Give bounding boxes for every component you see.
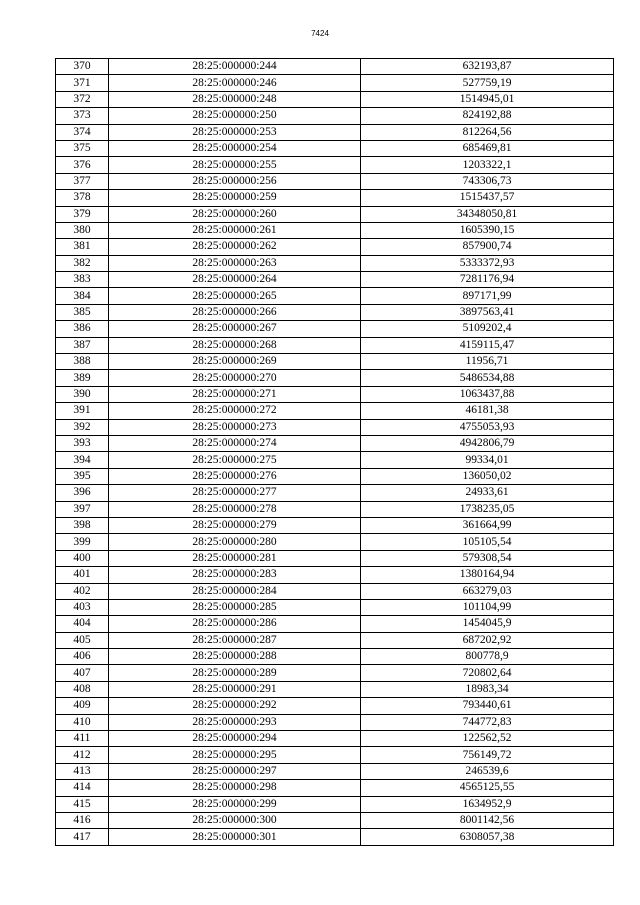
table-row [56, 649, 614, 665]
cadastral-number-cell: 28:25:000000:287 [109, 632, 361, 648]
row-number-cell: 371 [56, 75, 109, 91]
cadastral-number-cell: 28:25:000000:278 [109, 501, 361, 517]
cadastral-number-cell: 28:25:000000:277 [109, 485, 361, 501]
row-number-cell: 410 [56, 714, 109, 730]
row-number-cell: 401 [56, 567, 109, 583]
cadastral-number-cell: 28:25:000000:263 [109, 255, 361, 271]
cadastral-number-cell: 28:25:000000:269 [109, 354, 361, 370]
value-cell: 1515437,57 [361, 190, 614, 206]
table-row [56, 272, 614, 288]
value-cell: 105105,54 [361, 534, 614, 550]
table-row [56, 567, 614, 583]
cadastral-number-cell: 28:25:000000:254 [109, 140, 361, 156]
cadastral-number-cell: 28:25:000000:280 [109, 534, 361, 550]
value-cell: 8001142,56 [361, 812, 614, 828]
row-number-cell: 374 [56, 124, 109, 140]
cadastral-number-cell: 28:25:000000:265 [109, 288, 361, 304]
row-number-cell: 397 [56, 501, 109, 517]
value-cell: 3897563,41 [361, 304, 614, 320]
table-row [56, 632, 614, 648]
cadastral-number-cell: 28:25:000000:289 [109, 665, 361, 681]
row-number-cell: 407 [56, 665, 109, 681]
cadastral-number-cell: 28:25:000000:264 [109, 272, 361, 288]
value-cell: 99334,01 [361, 452, 614, 468]
value-cell: 857900,74 [361, 239, 614, 255]
table-row [56, 731, 614, 747]
cadastral-number-cell: 28:25:000000:281 [109, 550, 361, 566]
value-cell: 824192,88 [361, 108, 614, 124]
table-row [56, 386, 614, 402]
value-cell: 687202,92 [361, 632, 614, 648]
value-cell: 6308057,38 [361, 829, 614, 845]
value-cell: 897171,99 [361, 288, 614, 304]
table-row [56, 157, 614, 173]
cadastral-number-cell: 28:25:000000:288 [109, 649, 361, 665]
cadastral-number-cell: 28:25:000000:279 [109, 517, 361, 533]
table-row [56, 452, 614, 468]
cadastral-number-cell: 28:25:000000:299 [109, 796, 361, 812]
cadastral-number-cell: 28:25:000000:260 [109, 206, 361, 222]
row-number-cell: 380 [56, 222, 109, 238]
row-number-cell: 391 [56, 403, 109, 419]
cadastral-number-cell: 28:25:000000:255 [109, 157, 361, 173]
table-row [56, 747, 614, 763]
row-number-cell: 389 [56, 370, 109, 386]
row-number-cell: 393 [56, 435, 109, 451]
row-number-cell: 381 [56, 239, 109, 255]
value-cell: 744772,83 [361, 714, 614, 730]
value-cell: 663279,03 [361, 583, 614, 599]
value-cell: 7281176,94 [361, 272, 614, 288]
table-row [56, 616, 614, 632]
table-row [56, 698, 614, 714]
table-body [56, 59, 614, 846]
row-number-cell: 408 [56, 681, 109, 697]
table-row [56, 124, 614, 140]
table-row [56, 206, 614, 222]
cadastral-number-cell: 28:25:000000:276 [109, 468, 361, 484]
row-number-cell: 413 [56, 763, 109, 779]
value-cell: 24933,61 [361, 485, 614, 501]
table-row [56, 370, 614, 386]
value-cell: 5109202,4 [361, 321, 614, 337]
value-cell: 4942806,79 [361, 435, 614, 451]
value-cell: 1514945,01 [361, 91, 614, 107]
table-row [56, 190, 614, 206]
row-number-cell: 403 [56, 599, 109, 615]
cadastral-number-cell: 28:25:000000:298 [109, 780, 361, 796]
cadastral-number-cell: 28:25:000000:271 [109, 386, 361, 402]
row-number-cell: 411 [56, 731, 109, 747]
row-number-cell: 405 [56, 632, 109, 648]
table-row [56, 796, 614, 812]
cadastral-number-cell: 28:25:000000:268 [109, 337, 361, 353]
table-row [56, 550, 614, 566]
table-row [56, 468, 614, 484]
value-cell: 720802,64 [361, 665, 614, 681]
row-number-cell: 412 [56, 747, 109, 763]
row-number-cell: 387 [56, 337, 109, 353]
cadastral-number-cell: 28:25:000000:295 [109, 747, 361, 763]
table-row [56, 780, 614, 796]
table-row [56, 173, 614, 189]
row-number-cell: 390 [56, 386, 109, 402]
table-row [56, 288, 614, 304]
value-cell: 800778,9 [361, 649, 614, 665]
row-number-cell: 396 [56, 485, 109, 501]
page-number: 7424 [311, 29, 329, 38]
row-number-cell: 400 [56, 550, 109, 566]
row-number-cell: 414 [56, 780, 109, 796]
row-number-cell: 395 [56, 468, 109, 484]
cadastral-number-cell: 28:25:000000:275 [109, 452, 361, 468]
value-cell: 4755053,93 [361, 419, 614, 435]
row-number-cell: 379 [56, 206, 109, 222]
cadastral-number-cell: 28:25:000000:267 [109, 321, 361, 337]
cadastral-number-cell: 28:25:000000:294 [109, 731, 361, 747]
table-row [56, 255, 614, 271]
cadastral-number-cell: 28:25:000000:300 [109, 812, 361, 828]
table-row [56, 304, 614, 320]
value-cell: 11956,71 [361, 354, 614, 370]
cadastral-number-cell: 28:25:000000:301 [109, 829, 361, 845]
row-number-cell: 373 [56, 108, 109, 124]
row-number-cell: 398 [56, 517, 109, 533]
table-row [56, 91, 614, 107]
value-cell: 793440,61 [361, 698, 614, 714]
value-cell: 5333372,93 [361, 255, 614, 271]
table-row [56, 75, 614, 91]
value-cell: 46181,38 [361, 403, 614, 419]
table-row [56, 419, 614, 435]
value-cell: 579308,54 [361, 550, 614, 566]
row-number-cell: 394 [56, 452, 109, 468]
cadastral-number-cell: 28:25:000000:274 [109, 435, 361, 451]
cadastral-number-cell: 28:25:000000:283 [109, 567, 361, 583]
value-cell: 743306,73 [361, 173, 614, 189]
row-number-cell: 399 [56, 534, 109, 550]
cadastral-number-cell: 28:25:000000:262 [109, 239, 361, 255]
value-cell: 1203322,1 [361, 157, 614, 173]
row-number-cell: 375 [56, 140, 109, 156]
row-number-cell: 372 [56, 91, 109, 107]
value-cell: 5486534,88 [361, 370, 614, 386]
value-cell: 632193,87 [361, 59, 614, 75]
value-cell: 246539,6 [361, 763, 614, 779]
row-number-cell: 378 [56, 190, 109, 206]
table-row [56, 583, 614, 599]
cadastral-number-cell: 28:25:000000:270 [109, 370, 361, 386]
value-cell: 101104,99 [361, 599, 614, 615]
table-row [56, 517, 614, 533]
value-cell: 136050,02 [361, 468, 614, 484]
value-cell: 4159115,47 [361, 337, 614, 353]
row-number-cell: 415 [56, 796, 109, 812]
cadastral-number-cell: 28:25:000000:256 [109, 173, 361, 189]
value-cell: 18983,34 [361, 681, 614, 697]
value-cell: 1454045,9 [361, 616, 614, 632]
value-cell: 1738235,05 [361, 501, 614, 517]
cadastral-number-cell: 28:25:000000:285 [109, 599, 361, 615]
row-number-cell: 388 [56, 354, 109, 370]
cadastral-number-cell: 28:25:000000:297 [109, 763, 361, 779]
row-number-cell: 406 [56, 649, 109, 665]
cadastral-number-cell: 28:25:000000:250 [109, 108, 361, 124]
value-cell: 34348050,81 [361, 206, 614, 222]
value-cell: 361664,99 [361, 517, 614, 533]
cadastral-number-cell: 28:25:000000:272 [109, 403, 361, 419]
row-number-cell: 386 [56, 321, 109, 337]
cadastral-number-cell: 28:25:000000:284 [109, 583, 361, 599]
row-number-cell: 376 [56, 157, 109, 173]
table-row [56, 354, 614, 370]
table-row [56, 665, 614, 681]
cadastral-number-cell: 28:25:000000:261 [109, 222, 361, 238]
value-cell: 1063437,88 [361, 386, 614, 402]
row-number-cell: 392 [56, 419, 109, 435]
cadastral-number-cell: 28:25:000000:292 [109, 698, 361, 714]
cadastral-number-cell: 28:25:000000:291 [109, 681, 361, 697]
row-number-cell: 404 [56, 616, 109, 632]
table-row [56, 337, 614, 353]
table-row [56, 321, 614, 337]
row-number-cell: 383 [56, 272, 109, 288]
table-row [56, 599, 614, 615]
value-cell: 1605390,15 [361, 222, 614, 238]
table-row [56, 534, 614, 550]
table-row [56, 222, 614, 238]
value-cell: 4565125,55 [361, 780, 614, 796]
value-cell: 685469,81 [361, 140, 614, 156]
value-cell: 1380164,94 [361, 567, 614, 583]
table-row [56, 435, 614, 451]
cadastral-number-cell: 28:25:000000:286 [109, 616, 361, 632]
cadastral-number-cell: 28:25:000000:253 [109, 124, 361, 140]
row-number-cell: 384 [56, 288, 109, 304]
value-cell: 756149,72 [361, 747, 614, 763]
cadastral-number-cell: 28:25:000000:248 [109, 91, 361, 107]
table-row [56, 681, 614, 697]
cadastral-number-cell: 28:25:000000:293 [109, 714, 361, 730]
row-number-cell: 417 [56, 829, 109, 845]
table-row [56, 59, 614, 75]
cadastral-number-cell: 28:25:000000:273 [109, 419, 361, 435]
table-row [56, 812, 614, 828]
table-row [56, 140, 614, 156]
row-number-cell: 402 [56, 583, 109, 599]
cadastral-number-cell: 28:25:000000:259 [109, 190, 361, 206]
table-row [56, 714, 614, 730]
table-row [56, 108, 614, 124]
table-row [56, 829, 614, 845]
table-row [56, 485, 614, 501]
cadastral-number-cell: 28:25:000000:244 [109, 59, 361, 75]
row-number-cell: 382 [56, 255, 109, 271]
row-number-cell: 377 [56, 173, 109, 189]
row-number-cell: 409 [56, 698, 109, 714]
table-row [56, 763, 614, 779]
table-row [56, 239, 614, 255]
cadastral-number-cell: 28:25:000000:266 [109, 304, 361, 320]
cadastral-value-table [55, 58, 614, 846]
value-cell: 527759,19 [361, 75, 614, 91]
value-cell: 812264,56 [361, 124, 614, 140]
table-row [56, 501, 614, 517]
row-number-cell: 416 [56, 812, 109, 828]
cadastral-number-cell: 28:25:000000:246 [109, 75, 361, 91]
row-number-cell: 385 [56, 304, 109, 320]
value-cell: 1634952,9 [361, 796, 614, 812]
row-number-cell: 370 [56, 59, 109, 75]
table-row [56, 403, 614, 419]
value-cell: 122562,52 [361, 731, 614, 747]
